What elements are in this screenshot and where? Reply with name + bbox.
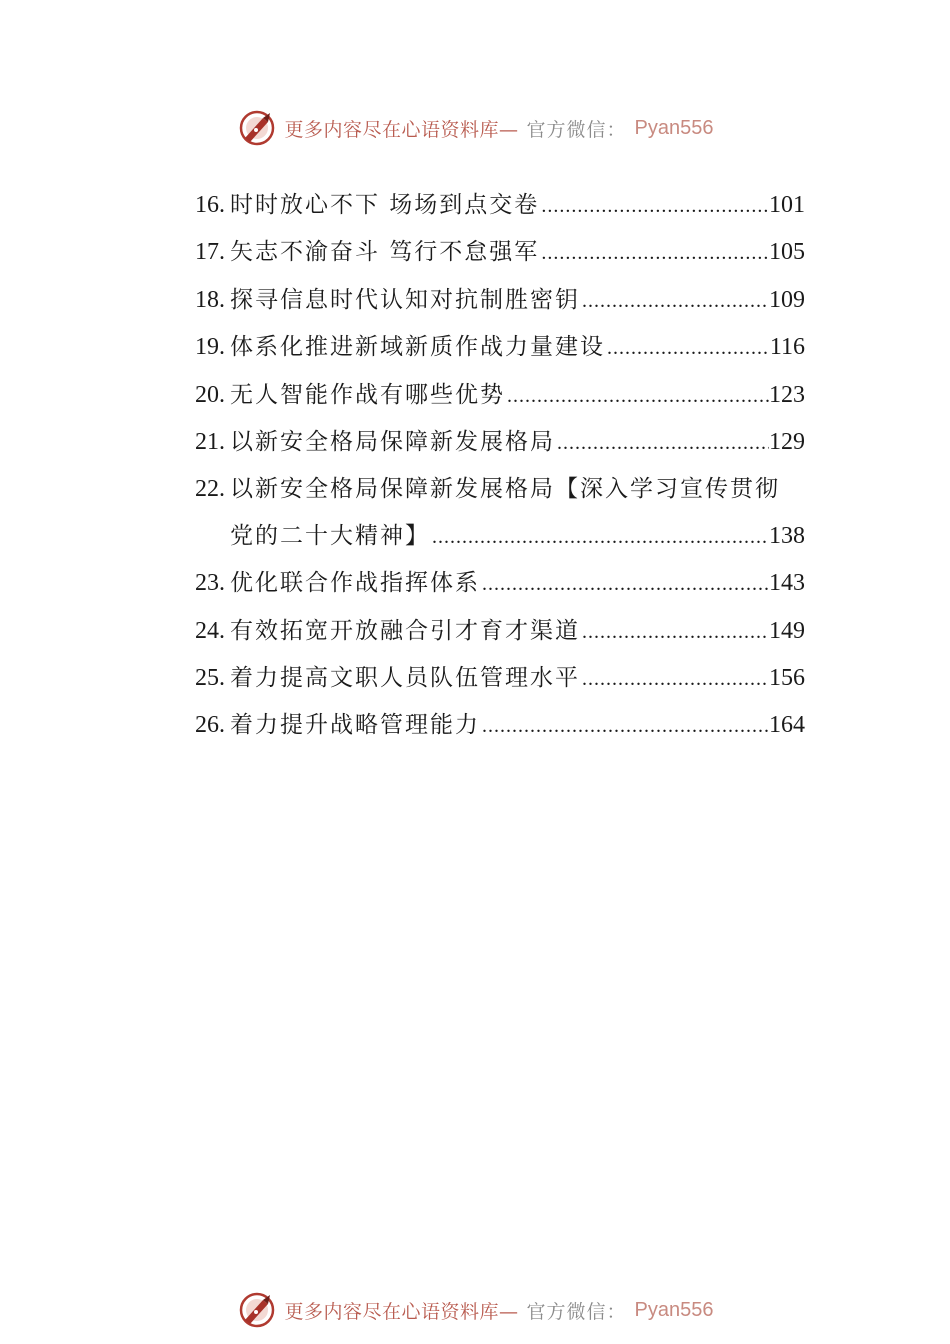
toc-page-number: 164 xyxy=(769,712,805,739)
toc-dot-leader xyxy=(480,703,769,749)
header-banner-text: 更多内容尽在心语资料库— xyxy=(284,118,519,141)
toc-line xyxy=(195,513,805,560)
toc-page-number: 138 xyxy=(769,522,805,549)
toc-page-number: 149 xyxy=(769,617,805,644)
toc-number: 26. xyxy=(195,712,225,739)
toc-entry[interactable] xyxy=(195,560,805,607)
toc-entry[interactable] xyxy=(195,277,805,324)
toc-entry[interactable] xyxy=(195,608,805,655)
toc-entry[interactable] xyxy=(195,229,805,276)
toc-number: 17. xyxy=(195,239,225,266)
footer-banner xyxy=(0,1288,950,1332)
toc-number: 22. xyxy=(195,476,225,503)
toc-title: 有效拓宽开放融合引才育才渠道 xyxy=(230,617,580,644)
toc-dot-leader xyxy=(580,278,769,324)
toc-line xyxy=(195,655,805,702)
toc-title: 无人智能作战有哪些优势 xyxy=(230,381,505,408)
pen-nib-seal-icon xyxy=(237,108,277,148)
toc-dot-leader xyxy=(605,325,770,371)
toc-number: 23. xyxy=(195,570,225,597)
toc-title: 着力提升战略管理能力 xyxy=(230,712,480,739)
toc-dot-leader xyxy=(430,514,769,560)
toc-dot-leader xyxy=(539,183,769,229)
footer-contact-label: 官方微信： xyxy=(526,1300,627,1323)
toc-title: 以新安全格局保障新发展格局 xyxy=(230,429,555,456)
header-contact-label: 官方微信： xyxy=(526,118,627,141)
toc-title: 矢志不渝奋斗 笃行不怠强军 xyxy=(230,239,540,266)
toc-title: 优化联合作战指挥体系 xyxy=(230,570,480,597)
toc-page-number: 116 xyxy=(769,334,805,361)
toc-number: 18. xyxy=(195,286,225,313)
toc-title: 着力提高文职人员队伍管理水平 xyxy=(230,665,580,692)
toc-number: 16. xyxy=(195,192,225,218)
toc-entry[interactable] xyxy=(195,372,805,419)
toc-line xyxy=(195,560,805,607)
toc-line xyxy=(195,419,805,466)
toc-dot-leader xyxy=(480,561,769,607)
toc-dot-leader xyxy=(580,609,769,655)
toc-number: 20. xyxy=(195,381,225,408)
toc-dot-leader xyxy=(505,373,769,419)
footer-contact-id: Pyan556 xyxy=(634,1298,714,1321)
toc-entry[interactable] xyxy=(195,324,805,371)
toc-page-number: 123 xyxy=(769,381,805,408)
toc-number: 21. xyxy=(195,429,225,456)
toc-dot-leader xyxy=(555,420,769,466)
toc-number: 19. xyxy=(195,334,225,361)
toc-entry[interactable] xyxy=(195,419,805,466)
toc-entry[interactable] xyxy=(195,655,805,702)
toc-title-continuation: 党的二十大精神】 xyxy=(230,522,430,549)
toc-page-number: 129 xyxy=(769,429,805,456)
toc-title: 以新安全格局保障新发展格局【深入学习宣传贯彻 xyxy=(230,476,780,503)
toc-entry[interactable] xyxy=(195,702,805,749)
toc-number: 25. xyxy=(195,665,225,692)
toc-line xyxy=(195,702,805,749)
toc-entry[interactable] xyxy=(195,466,805,560)
toc-title: 探寻信息时代认知对抗制胜密钥 xyxy=(230,286,580,313)
toc-page-number: 156 xyxy=(769,665,805,692)
toc-page-number: 105 xyxy=(769,239,805,266)
toc-line xyxy=(195,372,805,419)
toc-line xyxy=(195,608,805,655)
toc-page-number: 143 xyxy=(769,570,805,597)
toc-line xyxy=(195,182,805,229)
toc-title: 体系化推进新域新质作战力量建设 xyxy=(230,334,605,361)
toc-dot-leader xyxy=(580,656,769,702)
toc-number: 24. xyxy=(195,617,225,644)
toc-line xyxy=(195,466,805,512)
table-of-contents xyxy=(195,182,805,750)
footer-banner-text: 更多内容尽在心语资料库— xyxy=(284,1300,519,1323)
toc-title: 时时放心不下 场场到点交卷 xyxy=(230,192,540,218)
toc-dot-leader xyxy=(539,230,769,276)
toc-entry[interactable] xyxy=(195,182,805,229)
header-contact-id: Pyan556 xyxy=(634,116,714,139)
toc-line xyxy=(195,277,805,324)
header-banner xyxy=(0,106,950,150)
toc-line xyxy=(195,229,805,276)
toc-page-number: 101 xyxy=(769,192,805,218)
toc-page-number: 109 xyxy=(769,286,805,313)
toc-line xyxy=(195,324,805,371)
pen-nib-seal-icon xyxy=(237,1290,277,1330)
